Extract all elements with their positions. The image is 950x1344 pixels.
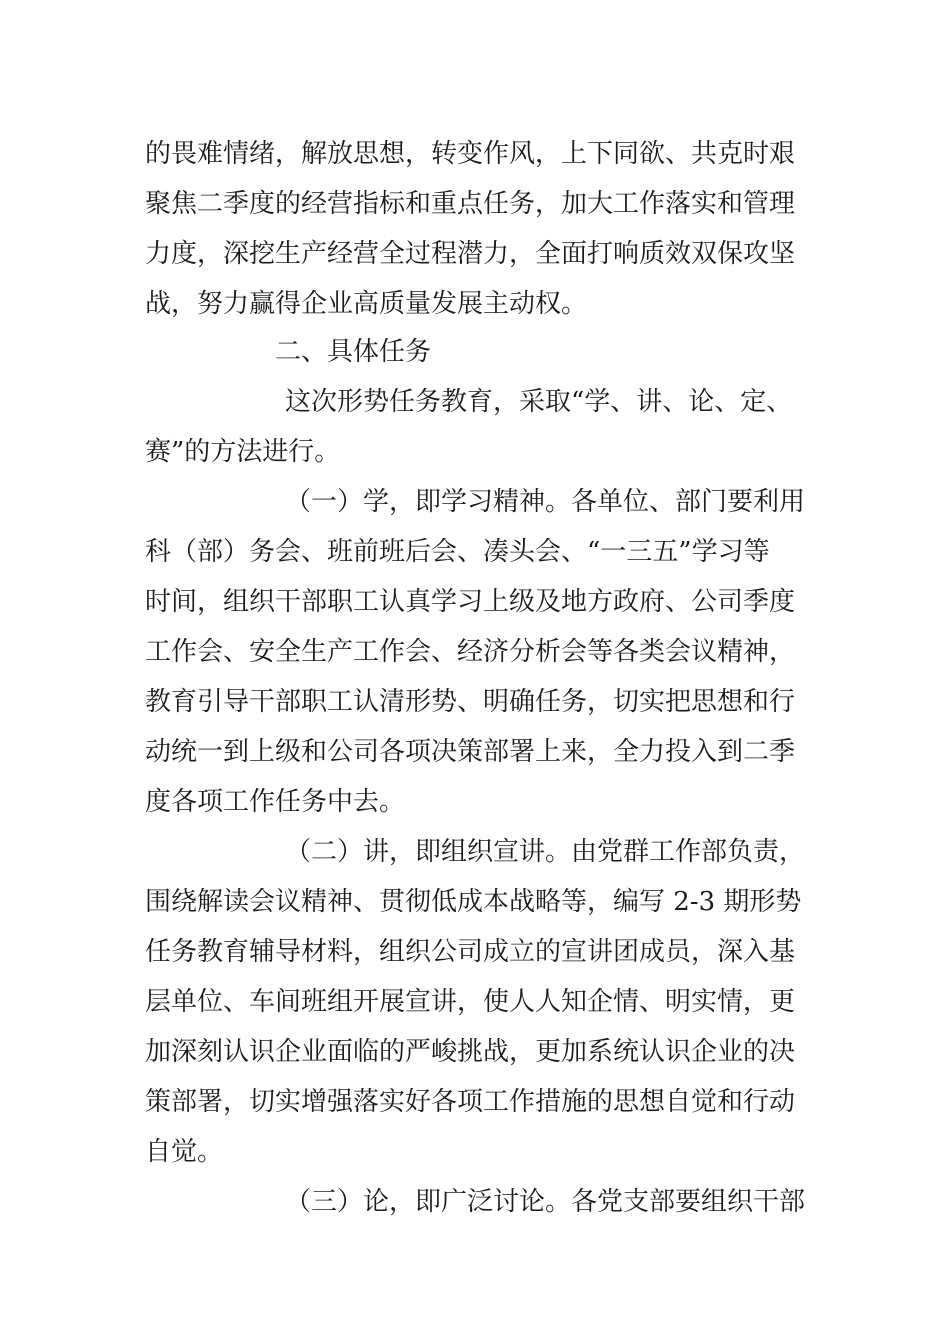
text-line: 度各项工作任务中去。	[145, 787, 406, 817]
text-line: 的畏难情绪，解放思想，转变作风，上下同欲、共克时艰	[145, 139, 796, 169]
text-line: 这次形势任务教育，采取“学、讲、论、定、	[285, 387, 793, 417]
text-line: 力度，深挖生产经营全过程潜力，全面打响质效双保攻坚	[145, 239, 796, 269]
text-line: 工作会、安全生产工作会、经济分析会等各类会议精神，	[145, 637, 796, 667]
text-line: 自觉。	[145, 1137, 224, 1167]
text-line: 时间，组织干部职工认真学习上级及地方政府、公司季度	[145, 587, 796, 617]
text-line: 战，努力赢得企业高质量发展主动权。	[145, 289, 588, 319]
text-line: 加深刻认识企业面临的严峻挑战，更加系统认识企业的决	[145, 1037, 796, 1067]
text-line: 任务教育辅导材料，组织公司成立的宣讲团成员，深入基	[145, 937, 796, 967]
text-line: 赛”的方法进行。	[145, 437, 341, 467]
text-line: 科（部）务会、班前班后会、凑头会、“一三五”学习等	[145, 537, 770, 567]
text-line: （一）学，即学习精神。各单位、部门要利用	[285, 487, 806, 517]
text-line: 聚焦二季度的经营指标和重点任务，加大工作落实和管理	[145, 189, 796, 219]
text-line: 围绕解读会议精神、贯彻低成本战略等，编写 2-3 期形势	[145, 887, 802, 917]
text-line: 层单位、车间班组开展宣讲，使人人知企情、明实情，更	[145, 987, 796, 1017]
section-heading: 二、具体任务	[275, 337, 432, 367]
text-line: 策部署，切实增强落实好各项工作措施的思想自觉和行动	[145, 1087, 796, 1117]
text-line: （二）讲，即组织宣讲。由党群工作部负责，	[285, 837, 806, 867]
text-line: （三）论，即广泛讨论。各党支部要组织干部	[285, 1187, 806, 1217]
text-line: 教育引导干部职工认清形势、明确任务，切实把思想和行	[145, 687, 796, 717]
text-line: 动统一到上级和公司各项决策部署上来，全力投入到二季	[145, 737, 796, 767]
